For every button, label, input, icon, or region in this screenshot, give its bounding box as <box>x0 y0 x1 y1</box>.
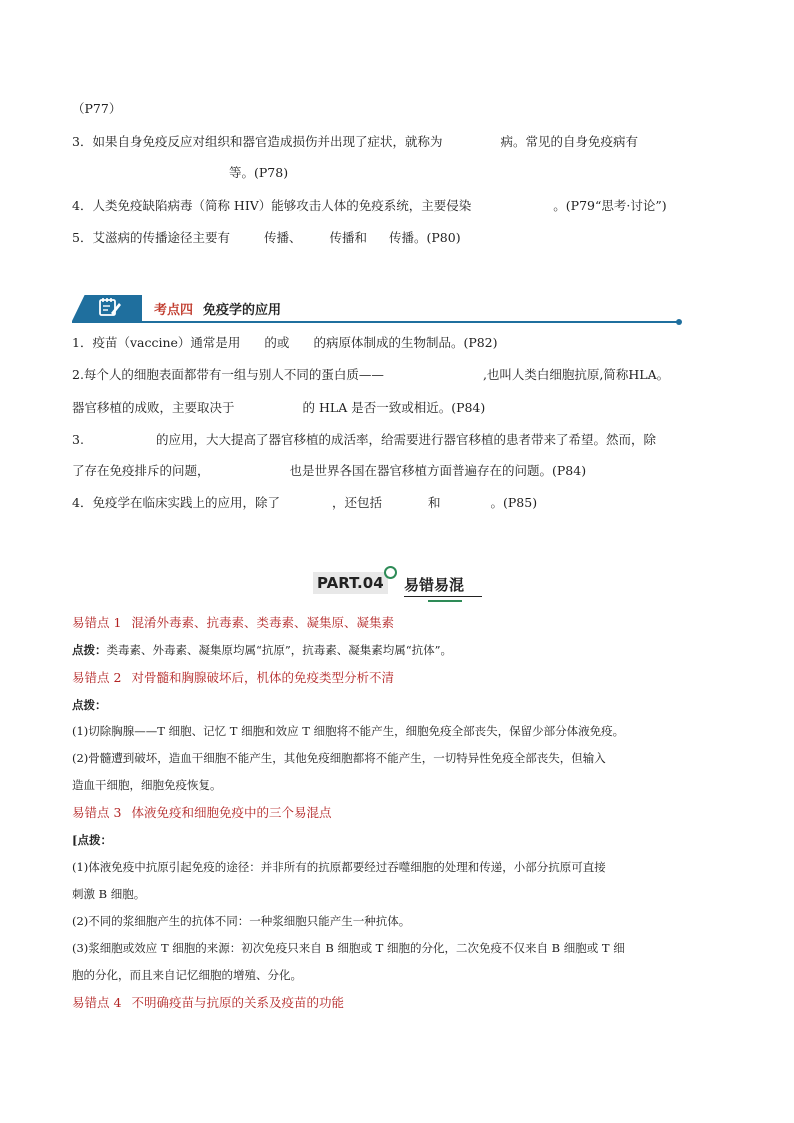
error-point-4-text: 不明确疫苗与抗原的关系及疫苗的功能 <box>131 995 344 1010</box>
s4-l4-a: 3. <box>72 432 84 447</box>
s4-l6-b: ，还包括 <box>331 495 382 510</box>
sec4-item-4 <box>72 494 537 512</box>
part-underline-accent <box>428 600 462 602</box>
question-4 <box>72 197 667 215</box>
sec4-item-3-cont <box>72 462 586 480</box>
q3-text-a: 3．如果自身免疫反应对组织和器官造成损伤并出现了症状，就称为 <box>72 134 443 149</box>
error-point-3-text: 体液免疫和细胞免疫中的三个易混点 <box>131 805 332 820</box>
sec4-item-2-cont <box>72 399 485 417</box>
error-point-2-title <box>72 669 394 687</box>
error-point-3-para-1b: 刺激 B 细胞。 <box>72 887 146 901</box>
s4-l2-a: 2.每个人的细胞表面都带有一组与别人不同的蛋白质—— <box>72 367 384 382</box>
part-underline <box>404 596 482 597</box>
question-3-line-2 <box>229 164 288 182</box>
s4-l5-a: 了存在免疫排斥的问题， <box>72 463 210 478</box>
error-point-1-tip <box>72 641 452 659</box>
q3-text-c: 等。(P78) <box>229 165 289 180</box>
s4-l4-b: 的应用，大大提高了器官移植的成活率，给需要进行器官移植的患者带来了希望。然而，除 <box>155 432 656 447</box>
part-title: 易错易混 <box>404 576 465 594</box>
s4-l1-b: 的或 <box>264 335 290 350</box>
s4-l6-c: 和 <box>427 495 441 510</box>
error-point-3-num: 易错点 3 <box>72 805 122 820</box>
error-point-4-num: 易错点 4 <box>72 995 122 1010</box>
error-point-1-num: 易错点 1 <box>72 615 122 630</box>
error-point-2-para-1: (1)切除胸腺——T 细胞、记忆 T 细胞和效应 T 细胞将不能产生，细胞免疫全部丧失，保留少部分体液免疫。 <box>72 724 625 738</box>
s4-l2-b: ,也叫人类白细胞抗原,简称HLA。 <box>482 367 670 382</box>
error-point-2-tip <box>72 696 107 714</box>
q5-text-c: 传播和 <box>329 230 367 245</box>
part-label: PART.04 <box>313 572 388 594</box>
sec4-item-3 <box>72 431 656 449</box>
error-point-3-para-3a: (3)浆细胞或效应 T 细胞的来源：初次免疫只来自 B 细胞或 T 细胞的分化，二次免疫不仅来自 B 细胞或 T 细 <box>72 941 625 955</box>
error-point-2-para-2a: (2)骨髓遭到破坏，造血干细胞不能产生，其他免疫细胞都将不能产生，一切特异性免疫全部丧失，但输入 <box>72 751 606 765</box>
s4-l6-d: 。(P85) <box>490 495 538 510</box>
s4-l5-b: 也是世界各国在器官移植方面普遍存在的问题。(P84) <box>289 463 587 478</box>
error-point-3-tip <box>72 831 112 849</box>
section-divider <box>72 321 678 323</box>
q5-text-a: 5．艾滋病的传播途径主要有 <box>72 230 230 245</box>
section-4-header <box>72 293 682 323</box>
notepad-pen-icon <box>98 297 122 321</box>
s4-l6-a: 4．免疫学在临床实践上的应用，除了 <box>72 495 280 510</box>
q5-text-d: 传播。(P80) <box>389 230 461 245</box>
s4-l1-a: 1．疫苗（vaccine）通常是用 <box>72 335 241 350</box>
part-heading <box>313 572 488 600</box>
sec4-item-2 <box>72 366 669 384</box>
circle-icon <box>384 566 397 579</box>
question-5 <box>72 229 461 247</box>
error-point-2-num: 易错点 2 <box>72 670 122 685</box>
tip-text: 类毒素、外毒素、凝集原均属“抗原”，抗毒素、凝集素均属“抗体”。 <box>106 643 453 657</box>
q4-text-a: 4．人类免疫缺陷病毒（简称 HIV）能够攻击人体的免疫系统，主要侵染 <box>72 198 472 213</box>
q3-text-b: 病。常见的自身免疫病有 <box>500 134 638 149</box>
section-divider-end <box>676 319 682 325</box>
q4-text-b: 。(P79“思考·讨论”) <box>553 198 667 213</box>
s4-l3-b: 的 HLA 是否一致或相近。(P84) <box>302 400 486 415</box>
error-point-2-text: 对骨髓和胸腺破坏后，机体的免疫类型分析不清 <box>131 670 394 685</box>
error-point-1-title <box>72 614 394 632</box>
page-ref-p77: （P77） <box>72 101 122 116</box>
error-point-1-text: 混淆外毒素、抗毒素、类毒素、凝集原、凝集素 <box>131 615 394 630</box>
tip-label: 点拨： <box>72 698 107 712</box>
section-4-name: 免疫学的应用 <box>203 303 282 318</box>
section-4-key: 考点四 <box>154 303 194 318</box>
question-3-line-1 <box>72 133 638 151</box>
section-4-title <box>154 299 281 318</box>
error-point-3-para-3b: 胞的分化，而且来自记忆细胞的增殖、分化。 <box>72 968 302 982</box>
error-point-3-para-2: (2)不同的浆细胞产生的抗体不同：一种浆细胞只能产生一种抗体。 <box>72 914 411 928</box>
error-point-3-title <box>72 804 331 822</box>
sec4-item-1 <box>72 334 498 352</box>
error-point-3-para-1a: (1)体液免疫中抗原引起免疫的途径：并非所有的抗原都要经过吞噬细胞的处理和传递，小部分抗原可直接 <box>72 860 606 874</box>
tip-label: [点拨： <box>72 833 112 847</box>
tip-label: 点拨： <box>72 643 107 657</box>
s4-l3-a: 器官移植的成败，主要取决于 <box>72 400 235 415</box>
error-point-2-para-2b: 造血干细胞，细胞免疫恢复。 <box>72 778 222 792</box>
s4-l1-c: 的病原体制成的生物制品。(P82) <box>313 335 498 350</box>
error-point-4-title <box>72 994 344 1012</box>
q5-text-b: 传播、 <box>263 230 302 245</box>
